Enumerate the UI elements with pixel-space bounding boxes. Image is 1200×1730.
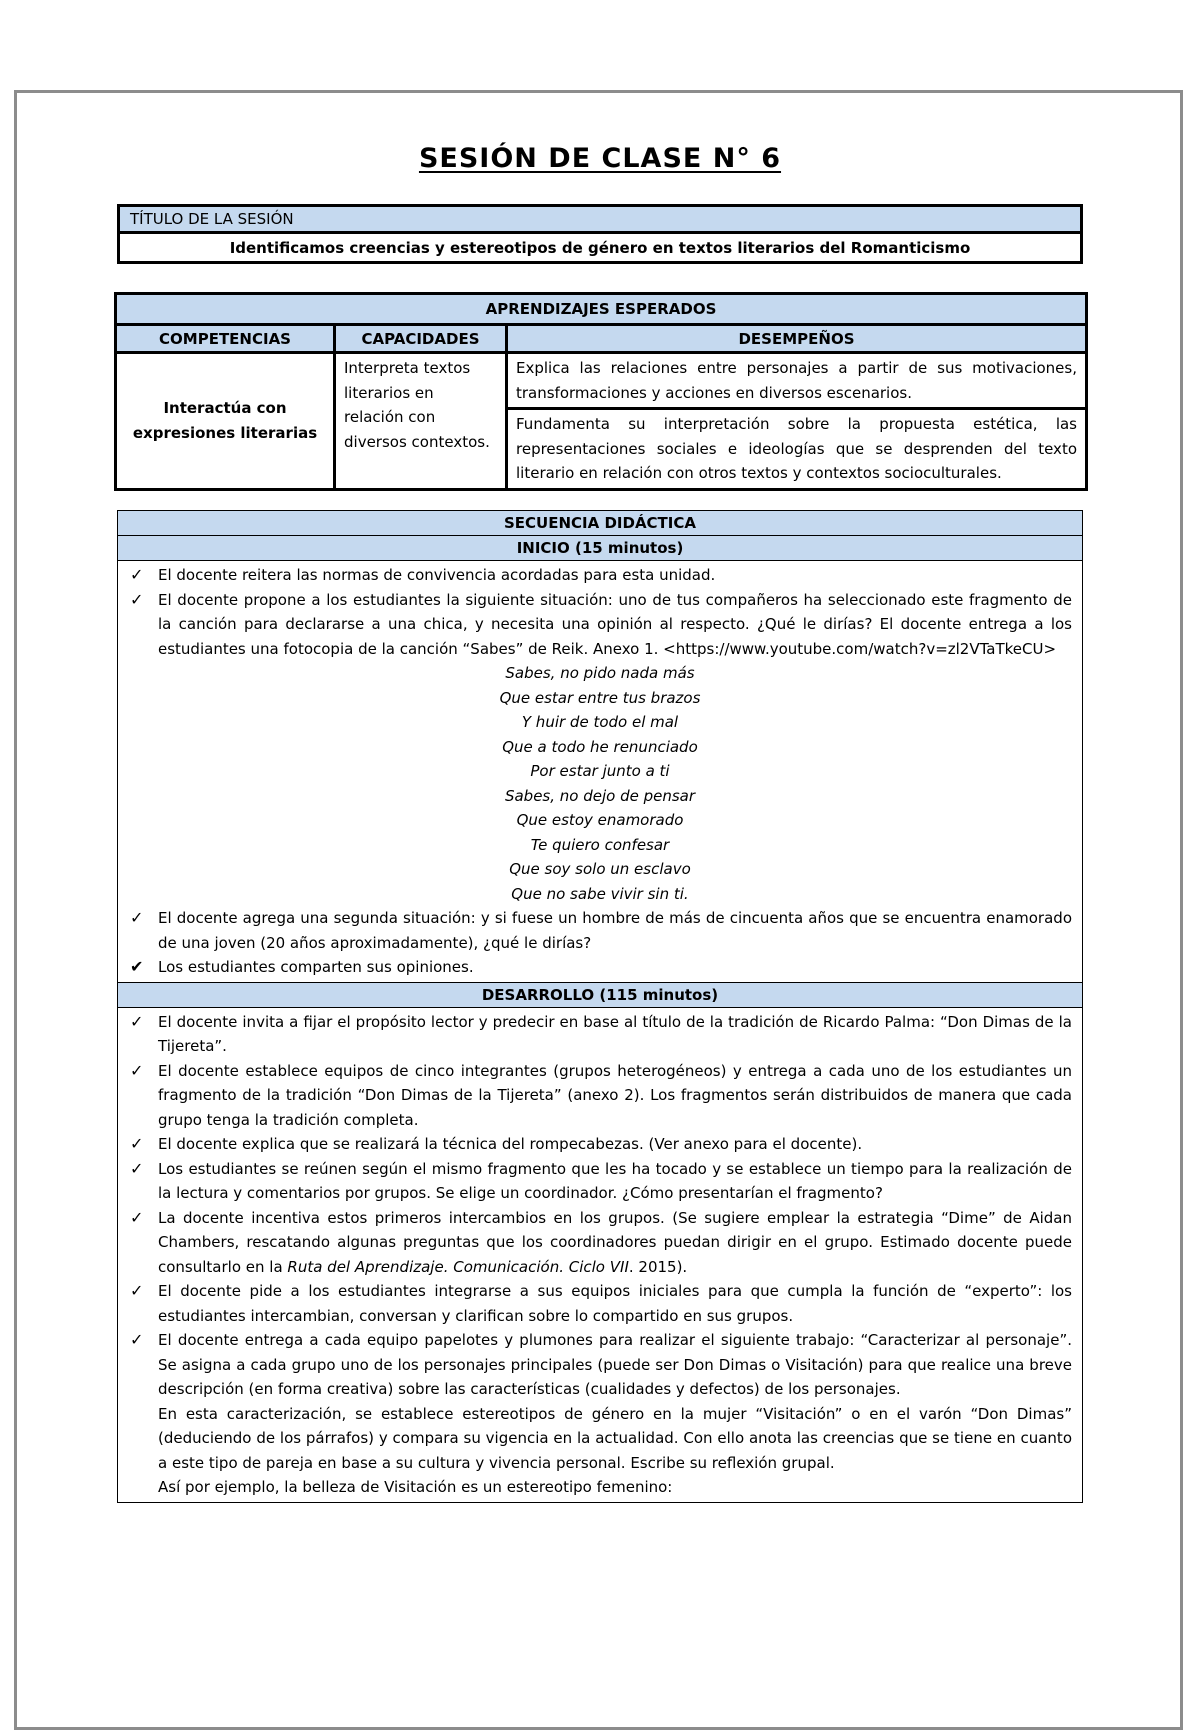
poem-line: Que a todo he renunciado: [502, 737, 698, 756]
sequence-header: SECUENCIA DIDÁCTICA: [118, 511, 1083, 536]
desempeno-2: Fundamenta su interpretación sobre la propuesta estética, las representaciones sociales e ideologías que se desprenden del texto literario en relación con otros textos y contextos socioculturales.: [507, 409, 1087, 490]
capacidad-cell: Interpreta textos literarios en relación con diversos contextos.: [335, 353, 507, 490]
session-title-label: TÍTULO DE LA SESIÓN: [119, 206, 1082, 233]
col-desempenos: DESEMPEÑOS: [507, 325, 1087, 353]
learning-table: [114, 292, 1088, 491]
list-item: ✓ El docente invita a fijar el propósito lector y predecir en base al título de la tradición de Ricardo Palma: “Don Dimas de la Tijereta”.: [130, 1011, 1072, 1055]
list-item: ✓ El docente establece equipos de cinco integrantes (grupos heterogéneos) y entrega a cada uno de los estudiantes un fragmento de la tradición “Don Dimas de la Tijereta” (anexo 2). Los fragmentos serán distribuidos de manera que cada grupo tenga la tradición completa.: [130, 1060, 1072, 1129]
inicio-header: INICIO (15 minutos): [118, 536, 1083, 561]
list-item: ✓ El docente explica que se realizará la técnica del rompecabezas. (Ver anexo para el docente).: [128, 1132, 1072, 1157]
check-icon: ✓: [130, 1060, 144, 1080]
list-item: ✓ El docente entrega a cada equipo papelotes y plumones para realizar el siguiente trabajo: “Caracterizar al personaje”. Se asigna a cada grupo uno de los personajes principales (puede ser Don Dimas o Visitación) para que realice una breve descripción (en forma creativa) sobre las características (cualidades y defectos) de los personajes.: [130, 1330, 1072, 1398]
poem-line: Te quiero confesar: [530, 835, 670, 854]
book-reference: Ruta del Aprendizaje. Comunicación. Ciclo VII: [287, 1257, 629, 1276]
list-item: ✓ El docente agrega una segunda situación: y si fuese un hombre de más de cincuenta años que se encuentra enamorado de una joven (20 años aproximadamente), ¿qué le dirías?: [130, 908, 1072, 952]
check-icon: ✓: [130, 589, 144, 609]
check-icon: ✓: [130, 1158, 144, 1178]
check-icon: ✓: [130, 565, 144, 584]
poem-line: Y huir de todo el mal: [521, 713, 679, 731]
col-capacidades: CAPACIDADES: [335, 325, 507, 353]
poem-line: Por estar junto a ti: [530, 762, 670, 780]
poem-line: Que soy solo un esclavo: [509, 860, 691, 878]
list-item: ✓ El docente propone a los estudiantes la siguiente situación: uno de tus compañeros ha seleccionado este fragmento de la canción para declararse a una chica, y necesita una opinión al respecto. ¿Qué le dirías? El docente entrega a los estudiantes una fotocopia de la canción “Sabes” de Reik. Anexo 1. <https://www.youtube.com/watch?v=zl2VTaTkeCU>: [130, 589, 1072, 658]
desarrollo-body: [118, 1007, 1083, 1502]
poem-line: Sabes, no dejo de pensar: [504, 786, 696, 805]
check-icon: ✔: [130, 957, 144, 976]
check-icon: ✓: [130, 908, 144, 927]
desarrollo-header: DESARROLLO (115 minutos): [118, 982, 1083, 1007]
desempeno-1: Explica las relaciones entre personajes a partir de sus motivaciones, transformaciones y acciones en diversos escenarios.: [507, 353, 1087, 409]
poem-line: Sabes, no pido nada más: [505, 664, 695, 682]
poem-line: Que no sabe vivir sin ti.: [511, 884, 689, 903]
paragraph: Así por ejemplo, la belleza de Visitación es un estereotipo femenino:: [158, 1478, 673, 1496]
inicio-body: [118, 561, 1083, 983]
list-item: ✓ Los estudiantes se reúnen según el mismo fragmento que les ha tocado y se establece un tiempo para la realización de la lectura y comentarios por grupos. Se elige un coordinador. ¿Cómo presentarían el fragmento?: [130, 1158, 1072, 1202]
check-icon: ✓: [130, 1207, 144, 1227]
page-title: SESIÓN DE CLASE N° 6: [418, 143, 782, 174]
list-item: ✓ El docente pide a los estudiantes integrarse a sus equipos iniciales para que cumpla la función de “experto”: los estudiantes intercambian, conversan y clarifican sobre lo compartido en sus grupos.: [130, 1281, 1072, 1325]
check-icon: ✓: [130, 1011, 144, 1031]
paragraph: En esta caracterización, se establece estereotipos de género en la mujer “Visitación” o en el varón “Don Dimas” (deduciendo de los párrafos) y compara su vigencia en la actualidad. Con ello anota las creencias que se tiene en cuanto a este tipo de pareja en base a su cultura y vivencia personal. Escribe su reflexión grupal.: [158, 1404, 1072, 1472]
list-item: ✔ Los estudiantes comparten sus opiniones.: [128, 955, 1072, 980]
competencia-cell: Interactúa con expresiones literarias: [116, 353, 335, 490]
session-title-table: [117, 204, 1083, 264]
list-item: ✓ El docente reitera las normas de convivencia acordadas para esta unidad.: [128, 563, 1072, 588]
check-icon: ✓: [130, 1330, 144, 1349]
session-title-value: Identificamos creencias y estereotipos de género en textos literarios del Romanticismo: [119, 233, 1082, 263]
col-competencias: COMPETENCIAS: [116, 325, 335, 353]
learning-header: APRENDIZAJES ESPERADOS: [116, 294, 1087, 325]
sequence-table: [117, 510, 1083, 1503]
poem-line: Que estoy enamorado: [516, 811, 684, 829]
poem-line: Que estar entre tus brazos: [499, 688, 701, 707]
check-icon: ✓: [130, 1281, 144, 1300]
song-fragment: [128, 661, 1072, 906]
list-item: ✓ La docente incentiva estos primeros intercambios en los grupos. (Se sugiere emplear la estrategia “Dime” de Aidan Chambers, rescatando algunas preguntas que los coordinadores puedan dirigir en el grupo. Estimado docente puede consultarlo en la Ruta del Aprendizaje. Comunicación. Ciclo VII. 2015).: [130, 1207, 1072, 1276]
check-icon: ✓: [130, 1134, 144, 1153]
